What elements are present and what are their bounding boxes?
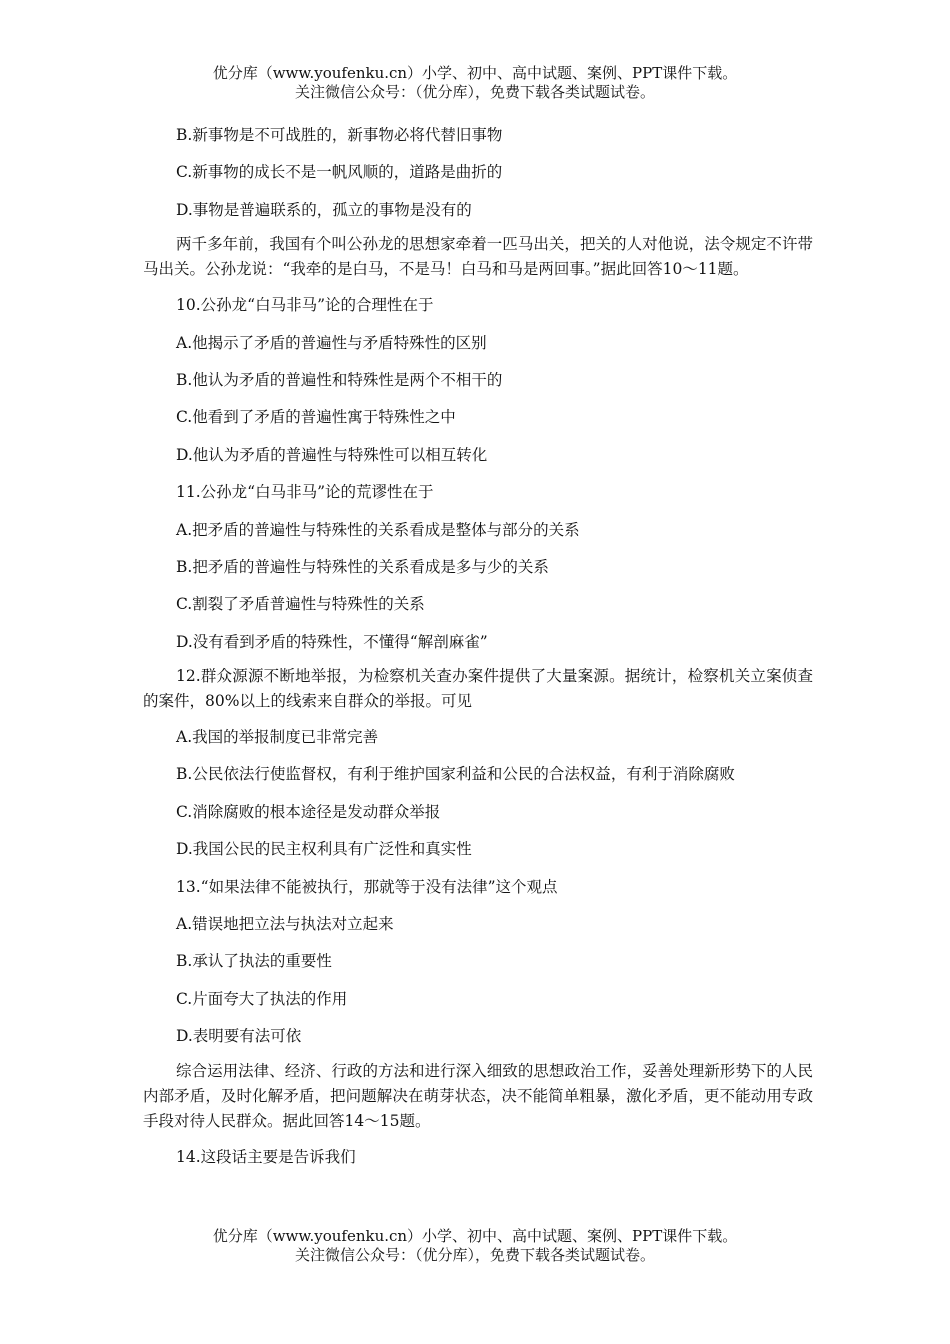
- question-10: 10.公孙龙“白马非马”论的合理性在于: [176, 296, 434, 315]
- option-12a: A.我国的举报制度已非常完善: [176, 728, 379, 747]
- option-9c: C.新事物的成长不是一帆风顺的，道路是曲折的: [176, 163, 503, 182]
- option-13a: A.错误地把立法与执法对立起来: [176, 915, 394, 934]
- option-13b: B.承认了执法的重要性: [176, 952, 332, 971]
- question-14: 14.这段话主要是告诉我们: [176, 1147, 356, 1166]
- footer-line-2: 关注微信公众号：（优分库），免费下载各类试题试卷。: [294, 1246, 655, 1264]
- document-body: [143, 120, 813, 1179]
- question-13: 13.“如果法律不能被执行，那就等于没有法律”这个观点: [176, 877, 558, 896]
- option-11a: A.把矛盾的普遍性与特殊性的关系看成是整体与部分的关系: [176, 520, 580, 539]
- option-11b: B.把矛盾的普遍性与特殊性的关系看成是多与少的关系: [176, 557, 549, 576]
- footer-line-1: 优分库（www.youfenku.cn）小学、初中、高中试题、案例、PPT课件下载。: [212, 1227, 738, 1245]
- option-12b: B.公民依法行使监督权，有利于维护国家利益和公民的合法权益，有利于消除腐败: [176, 765, 735, 784]
- option-10b: B.他认为矛盾的普遍性和特殊性是两个不相干的: [176, 370, 503, 389]
- option-13c: C.片面夸大了执法的作用: [176, 989, 348, 1008]
- header-line-1: 优分库（www.youfenku.cn）小学、初中、高中试题、案例、PPT课件下载。: [212, 64, 738, 82]
- option-9d: D.事物是普遍联系的，孤立的事物是没有的: [176, 200, 472, 219]
- question-12: 12.群众源源不断地举报，为检察机关查办案件提供了大量案源。据统计，检察机关立案侦查的案件，80%以上的线索来自群众的举报。可见: [143, 667, 813, 711]
- page-footer: [0, 1227, 950, 1265]
- option-12d: D.我国公民的民主权利具有广泛性和真实性: [176, 840, 472, 859]
- option-10c: C.他看到了矛盾的普遍性寓于特殊性之中: [176, 408, 456, 427]
- questions-12-13: [143, 722, 813, 1059]
- passage-white-horse: 两千多年前，我国有个叫公孙龙的思想家牵着一匹马出关，把关的人对他说，法令规定不许带马出关。公孙龙说：“我牵的是白马，不是马！白马和马是两回事。”据此回答10～11题。: [143, 235, 813, 279]
- option-11d: D.没有看到矛盾的特殊性，不懂得“解剖麻雀”: [176, 632, 488, 651]
- question-14-group: [143, 1142, 813, 1179]
- passage-contradictions: 综合运用法律、经济、行政的方法和进行深入细致的思想政治工作，妥善处理新形势下的人民内部矛盾，及时化解矛盾，把问题解决在萌芽状态，决不能简单粗暴，激化矛盾，更不能动用专政手段对待人民群众。据此回答14～15题。: [143, 1061, 813, 1130]
- option-12c: C.消除腐败的根本途径是发动群众举报: [176, 802, 441, 821]
- option-9b: B.新事物是不可战胜的，新事物必将代替旧事物: [176, 126, 503, 144]
- page-header: [0, 64, 950, 102]
- questions-10-11: [143, 290, 813, 664]
- option-10a: A.他揭示了矛盾的普遍性与矛盾特殊性的区别: [176, 333, 487, 352]
- question-11: 11.公孙龙“白马非马”论的荒谬性在于: [176, 483, 434, 502]
- option-group-9: [143, 120, 813, 232]
- option-10d: D.他认为矛盾的普遍性与特殊性可以相互转化: [176, 445, 488, 464]
- option-13d: D.表明要有法可依: [176, 1027, 302, 1046]
- header-line-2: 关注微信公众号：（优分库），免费下载各类试题试卷。: [294, 83, 655, 101]
- option-11c: C.割裂了矛盾普遍性与特殊性的关系: [176, 595, 425, 614]
